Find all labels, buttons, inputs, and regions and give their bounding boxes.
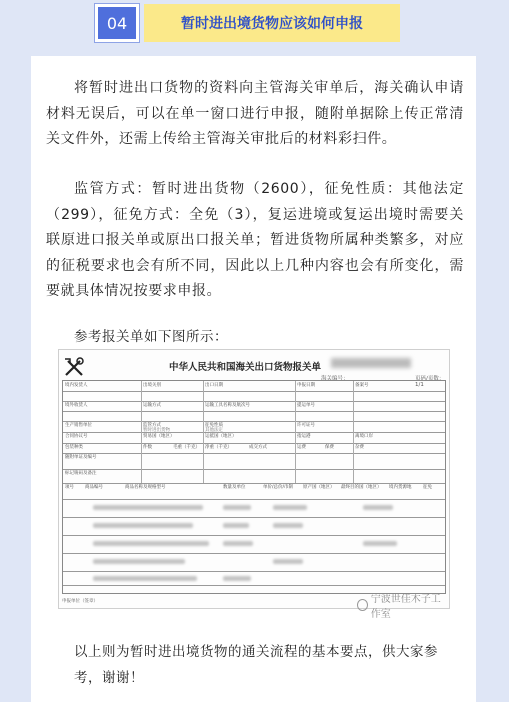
form-code-label: 海关编号： — [321, 376, 349, 382]
form-label: 商品名称及规格型号 — [125, 485, 166, 490]
form-label: 最终目的国（地区） — [341, 485, 382, 490]
form-label: 单价/总价/币制 — [263, 485, 294, 490]
form-label: 数量及单位 — [223, 485, 246, 490]
section-title: 暂时进出境货物应该如何申报 — [144, 4, 400, 42]
form-label: 保费 — [325, 445, 334, 450]
form-label: 申报日期 — [297, 383, 315, 388]
form-label: 许可证号 — [297, 423, 315, 428]
form-label: 运抵国（地区） — [205, 434, 237, 439]
form-grid — [62, 380, 446, 594]
form-label: 指运港 — [297, 434, 311, 439]
form-label: 境内发货人 — [65, 383, 88, 388]
section-header — [95, 4, 400, 42]
customs-form-image — [58, 349, 450, 620]
form-label: 项号 — [65, 485, 74, 490]
form-label: 运费 — [297, 445, 306, 450]
form-footer: 申报单位（签章） — [62, 599, 98, 604]
form-label: 运输工具名称及航次号 — [205, 403, 250, 408]
form-label: 原产国（地区） — [303, 485, 335, 490]
form-label: 监管方式 — [143, 423, 161, 428]
form-label: 境外收货人 — [65, 403, 88, 408]
form-page-label: 页码/页数：1/1 — [415, 376, 445, 388]
paragraph-declaration: 将暂时进出口货物的资料向主管海关审单后，海关确认申请材料无误后，可以在单一窗口进行申报，随附单据除上传正常清关文件外，还需上传给主管海关审批后的材料彩扫件。 — [46, 80, 464, 147]
customs-emblem-icon — [63, 356, 85, 378]
form-label: 包装种类 — [65, 445, 83, 450]
form-label: 成交方式 — [249, 445, 267, 450]
form-label: 征免性质 — [205, 423, 223, 428]
form-label: 标记唛码及备注 — [65, 471, 97, 476]
form-value: 暂时进出货物 — [143, 428, 170, 433]
form-label: 境内货源地 — [389, 485, 412, 490]
wechat-icon — [357, 599, 368, 611]
form-label: 生产销售单位 — [65, 423, 92, 428]
form-label: 商品编号 — [85, 485, 103, 490]
form-label: 件数 — [143, 445, 152, 450]
form-label: 出境关别 — [143, 383, 161, 388]
watermark — [357, 590, 449, 620]
form-caption: 参考报关单如下图所示： — [74, 329, 228, 345]
closing-paragraph: 以上则为暂时进出境货物的通关流程的基本要点，供大家参考，谢谢！ — [74, 644, 438, 686]
form-value: 其他法定 — [205, 428, 223, 433]
form-label: 备案号 — [355, 383, 369, 388]
section-number: 04 — [95, 4, 139, 42]
form-label: 征免 — [423, 485, 432, 490]
form-label: 合同协议号 — [65, 434, 88, 439]
form-label: 运输方式 — [143, 403, 161, 408]
form-label: 随附单证及编号 — [65, 455, 97, 460]
form-label: 提运单号 — [297, 403, 315, 408]
form-title: 中华人民共和国海关出口货物报关单 — [169, 362, 322, 373]
watermark-text: 宁波世佳木子工作室 — [370, 594, 441, 620]
form-label: 出口日期 — [205, 383, 223, 388]
form-label: 净重（千克） — [205, 445, 232, 450]
form-label: 杂费 — [355, 445, 364, 450]
form-blurred-code — [331, 358, 411, 368]
form-label: 贸易国（地区） — [143, 434, 175, 439]
form-label: 离境口岸 — [355, 434, 373, 439]
form-label: 毛重（千克） — [173, 445, 200, 450]
paragraph-supervision: 监管方式：暂时进出货物（2600），征免性质：其他法定（299），征免方式：全免（3），复运进境或复运出境时需要关联原进口报关单或原出口报关单；暂进货物所属种类繁多，对应的征税要求也会有所不同，因此以上几种内容也会有所变化，需要就具体情况按要求申报。 — [46, 181, 464, 299]
